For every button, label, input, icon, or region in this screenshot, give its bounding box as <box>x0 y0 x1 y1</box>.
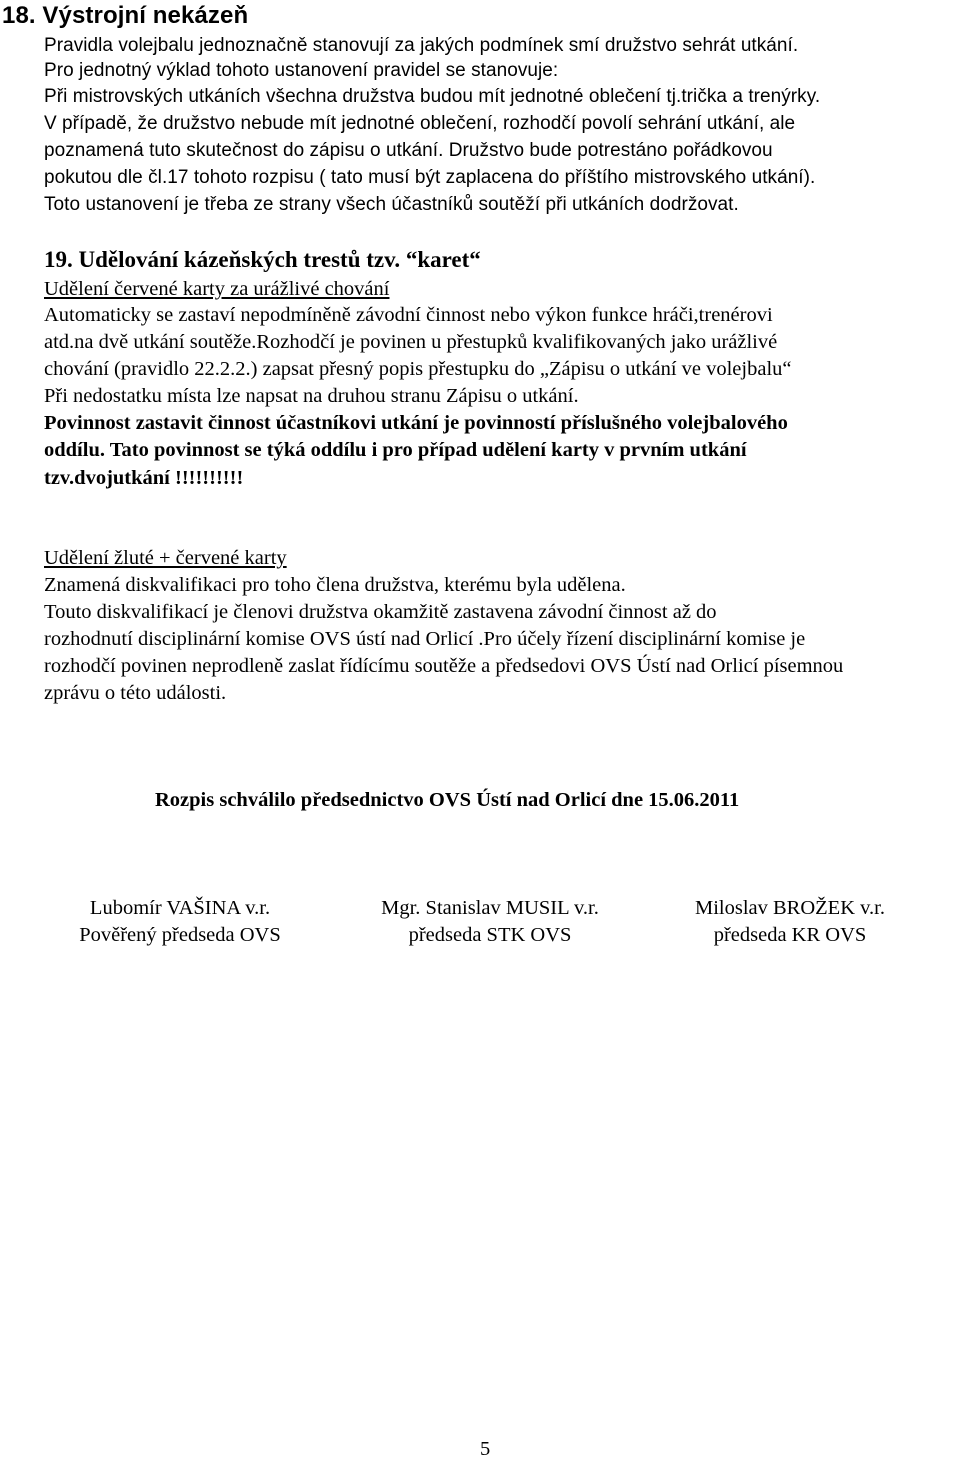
section-19-heading: 19. Udělování kázeňských trestů tzv. “karet“ <box>44 247 481 272</box>
signature-1-name: Lubomír VAŠINA v.r. <box>89 897 271 919</box>
signature-2-role: předseda STK OVS <box>408 924 572 946</box>
red-card-line-2: atd.na dvě utkání soutěže.Rozhodčí je povinen u přestupků kvalifikovaných jako urážlivé <box>44 331 778 353</box>
yellow-red-card-line-3: rozhodnutí disciplinární komise OVS ústí nad Orlicí .Pro účely řízení disciplinární komise je <box>44 628 806 650</box>
section-18-line-1: Pravidla volejbalu jednoznačně stanovují za jakých podmínek smí družstvo sehrát utkání. <box>44 35 799 56</box>
approval-statement: Rozpis schválilo předsednictvo OVS Ústí nad Orlicí dne 15.06.2011 <box>155 789 740 811</box>
red-card-bold-line-3: tzv.dvojutkání !!!!!!!!!! <box>44 467 244 489</box>
section-18-line-2: Pro jednotný výklad tohoto ustanovení pravidel se stanovuje: <box>44 60 559 81</box>
section-18-line-6: pokutou dle čl.17 tohoto rozpisu ( tato musí být zaplacena do příštího mistrovského utkání). <box>44 167 816 188</box>
section-18-line-3: Při mistrovských utkáních všechna družstva budou mít jednotné oblečení tj.trička a trenýrky. <box>44 86 821 107</box>
red-card-bold-line-1: Povinnost zastavit činnost účastníkovi utkání je povinností příslušného volejbalového <box>44 412 788 434</box>
yellow-red-card-line-5: zprávu o této události. <box>44 682 227 704</box>
red-card-line-4: Při nedostatku místa lze napsat na druhou stranu Zápisu o utkání. <box>44 385 579 407</box>
yellow-red-card-subheading: Udělení žluté + červené karty <box>44 547 287 569</box>
yellow-red-card-line-4: rozhodčí povinen neprodleně zaslat řídícímu soutěže a předsedovi OVS Ústí nad Orlicí písemnou <box>44 655 844 677</box>
section-18-line-5: poznamená tuto skutečnost do zápisu o utkání. Družstvo bude potrestáno pořádkovou <box>44 140 773 161</box>
section-18-line-4: V případě, že družstvo nebude mít jednotné oblečení, rozhodčí povolí sehrání utkání, ale <box>44 113 796 134</box>
signature-2-name: Mgr. Stanislav MUSIL v.r. <box>381 897 599 919</box>
red-card-line-1: Automaticky se zastaví nepodmíněně závodní činnost nebo výkon funkce hráči,trenérovi <box>44 304 773 326</box>
section-18-heading: 18. Výstrojní nekázeň <box>2 2 249 29</box>
yellow-red-card-line-2: Touto diskvalifikací je členovi družstva okamžitě zastavena závodní činnost až do <box>44 601 717 623</box>
red-card-line-3: chování (pravidlo 22.2.2.) zapsat přesný popis přestupku do „Zápisu o utkání ve volejbalu“ <box>44 358 792 380</box>
page-number: 5 <box>480 1438 491 1460</box>
section-18-line-7: Toto ustanovení je třeba ze strany všech účastníků soutěží při utkáních dodržovat. <box>44 194 739 215</box>
red-card-bold-line-2: oddílu. Tato povinnost se týká oddílu i pro případ udělení karty v prvním utkání <box>44 439 747 461</box>
signature-1-role: Pověřený předseda OVS <box>79 924 281 946</box>
red-card-subheading: Udělení červené karty za urážlivé chování <box>44 278 390 300</box>
yellow-red-card-line-1: Znamená diskvalifikaci pro toho člena družstva, kterému byla udělena. <box>44 574 626 596</box>
signature-3-name: Miloslav BROŽEK v.r. <box>694 897 885 919</box>
signature-3-role: předseda KR OVS <box>713 924 867 946</box>
